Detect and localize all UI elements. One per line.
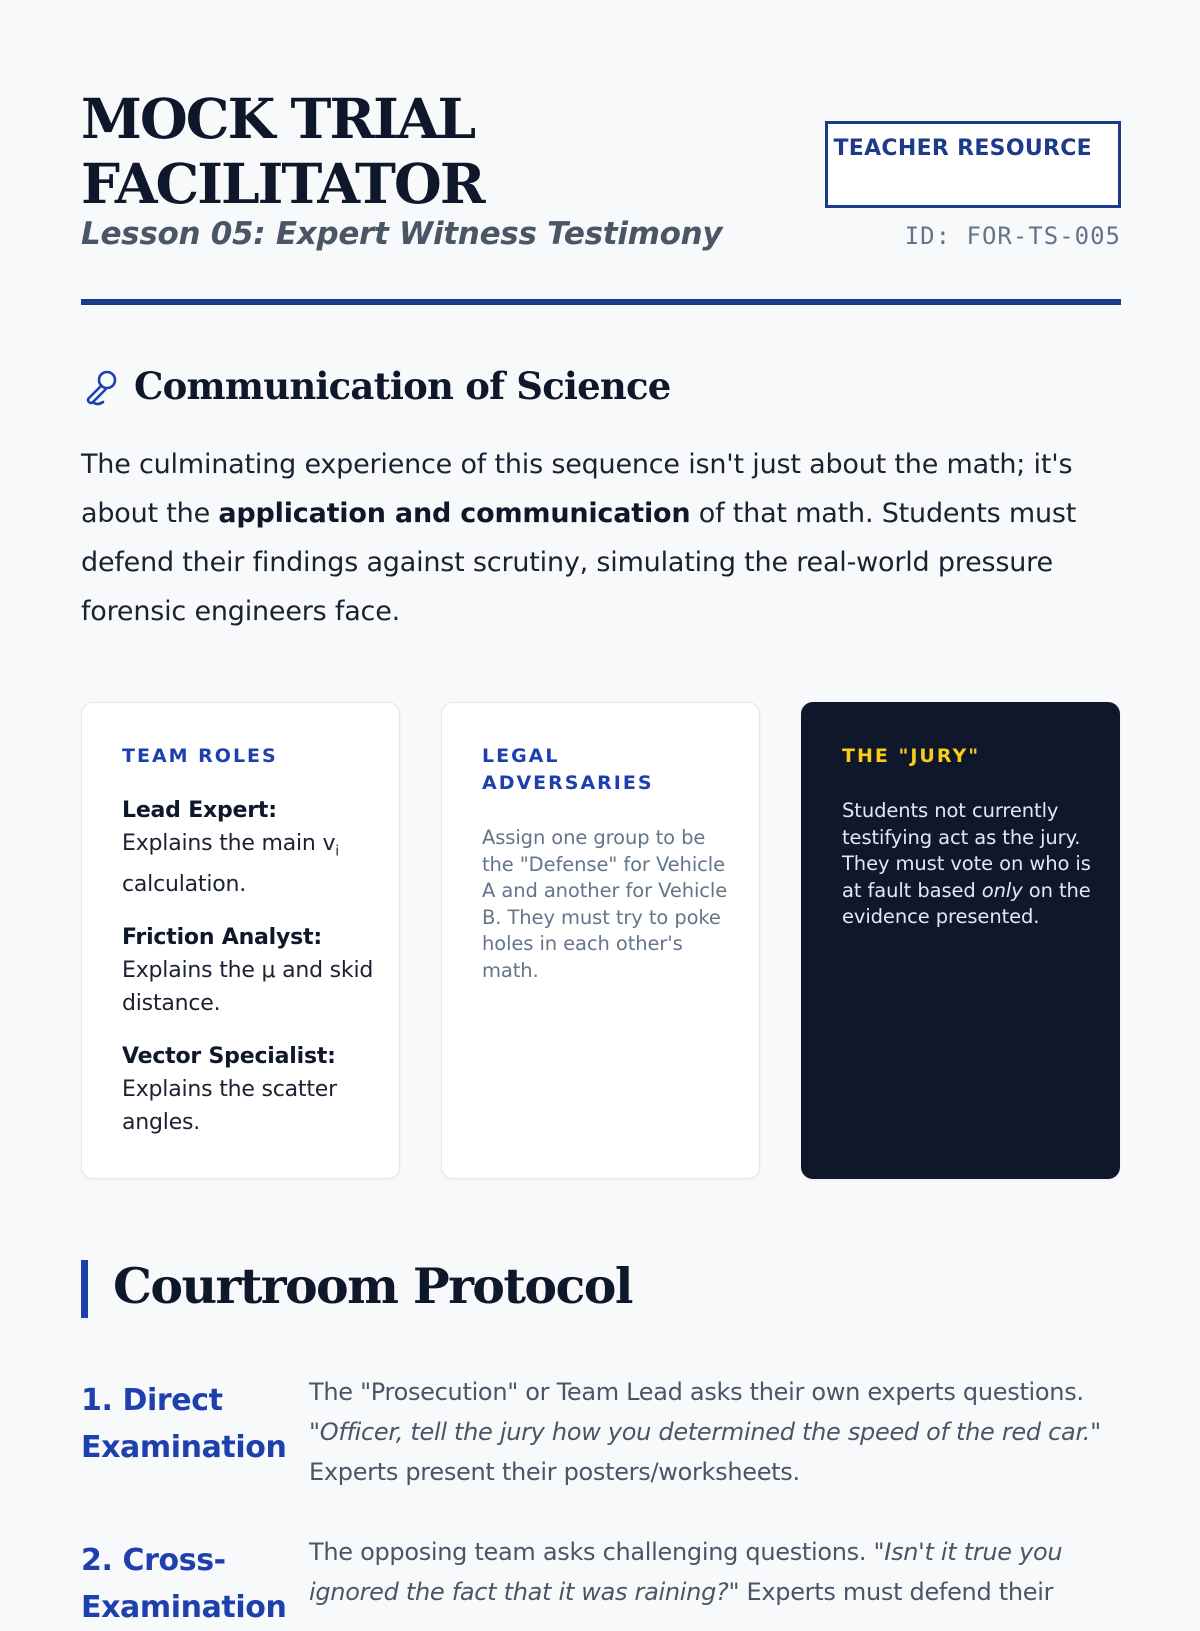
- step-label: 1. Direct Examination: [81, 1383, 287, 1465]
- intro-paragraph: [81, 440, 1121, 636]
- document-subtitle: Lesson 05: Expert Witness Testimony: [81, 216, 723, 252]
- document-title: MOCK TRIAL FACILITATOR: [81, 86, 484, 216]
- role-description: Explains the μ and skid distance.: [122, 958, 374, 1017]
- role-name: Friction Analyst:: [122, 925, 322, 951]
- role-description: Explains the main v: [122, 831, 336, 856]
- step-label: 2. Cross-Examination: [81, 1543, 287, 1625]
- role-item: [122, 794, 379, 901]
- document-header: [81, 86, 1121, 306]
- section-title-protocol: Courtroom Protocol: [113, 1257, 632, 1315]
- legal-adversaries-card: [441, 702, 760, 1179]
- card-title: LEGAL ADVERSARIES: [482, 745, 654, 794]
- role-item: [122, 1040, 379, 1139]
- card-title: TEAM ROLES: [122, 745, 278, 767]
- microphone-icon: [81, 368, 121, 408]
- role-name: Lead Expert:: [122, 798, 277, 823]
- step-quote: "Isn't it true you ignored the fact that it was raining?": [309, 1538, 1063, 1606]
- team-roles-card: [81, 702, 400, 1179]
- role-description: Explains the scatter angles.: [122, 1077, 337, 1136]
- subscript: i: [335, 843, 339, 860]
- step-text: [309, 1532, 1121, 1612]
- intro-text: of that math. Students must defend their findings against scrutiny, simulating the real-world pressure forensic engineers face.: [81, 498, 1077, 627]
- intro-emphasis: application and communication: [218, 498, 691, 529]
- document-id: ID: FOR-TS-005: [904, 222, 1121, 250]
- section-accent-bar: [81, 1260, 88, 1318]
- role-description: calculation.: [122, 872, 247, 898]
- card-text: on the evidence presented.: [842, 878, 1091, 928]
- card-emphasis: only: [981, 878, 1023, 902]
- step-text-part: Experts must defend their: [739, 1578, 1054, 1606]
- step-quote: "Officer, tell the jury how you determined the speed of the red car.": [309, 1418, 1101, 1446]
- header-divider: [81, 299, 1121, 305]
- intro-text: The culminating experience of this sequence isn't just about the math; it's about the: [81, 449, 1073, 529]
- page: [81, 0, 1121, 1625]
- step-text-part: Experts present their posters/worksheets.: [309, 1458, 800, 1486]
- step-text: [309, 1372, 1121, 1492]
- card-body: [842, 798, 1099, 931]
- teacher-resource-badge: TEACHER RESOURCE: [825, 121, 1121, 208]
- roles-list: [122, 794, 379, 1139]
- card-title: THE "JURY": [842, 745, 981, 767]
- step-text-part: The "Prosecution" or Team Lead asks their own experts questions.: [309, 1378, 1084, 1406]
- section-title: Communication of Science: [134, 364, 671, 408]
- step-text-part: The opposing team asks challenging questions.: [309, 1538, 874, 1566]
- section-heading-communication: [81, 364, 881, 414]
- role-item: [122, 921, 379, 1020]
- card-body: Assign one group to be the "Defense" for Vehicle A and another for Vehicle B. They must try to poke holes in each other's math.: [482, 826, 728, 982]
- jury-card: [801, 702, 1120, 1179]
- card-text: Students not currently testifying act as the jury. They must vote on who is at fault based: [842, 799, 1091, 902]
- role-name: Vector Specialist:: [122, 1044, 336, 1070]
